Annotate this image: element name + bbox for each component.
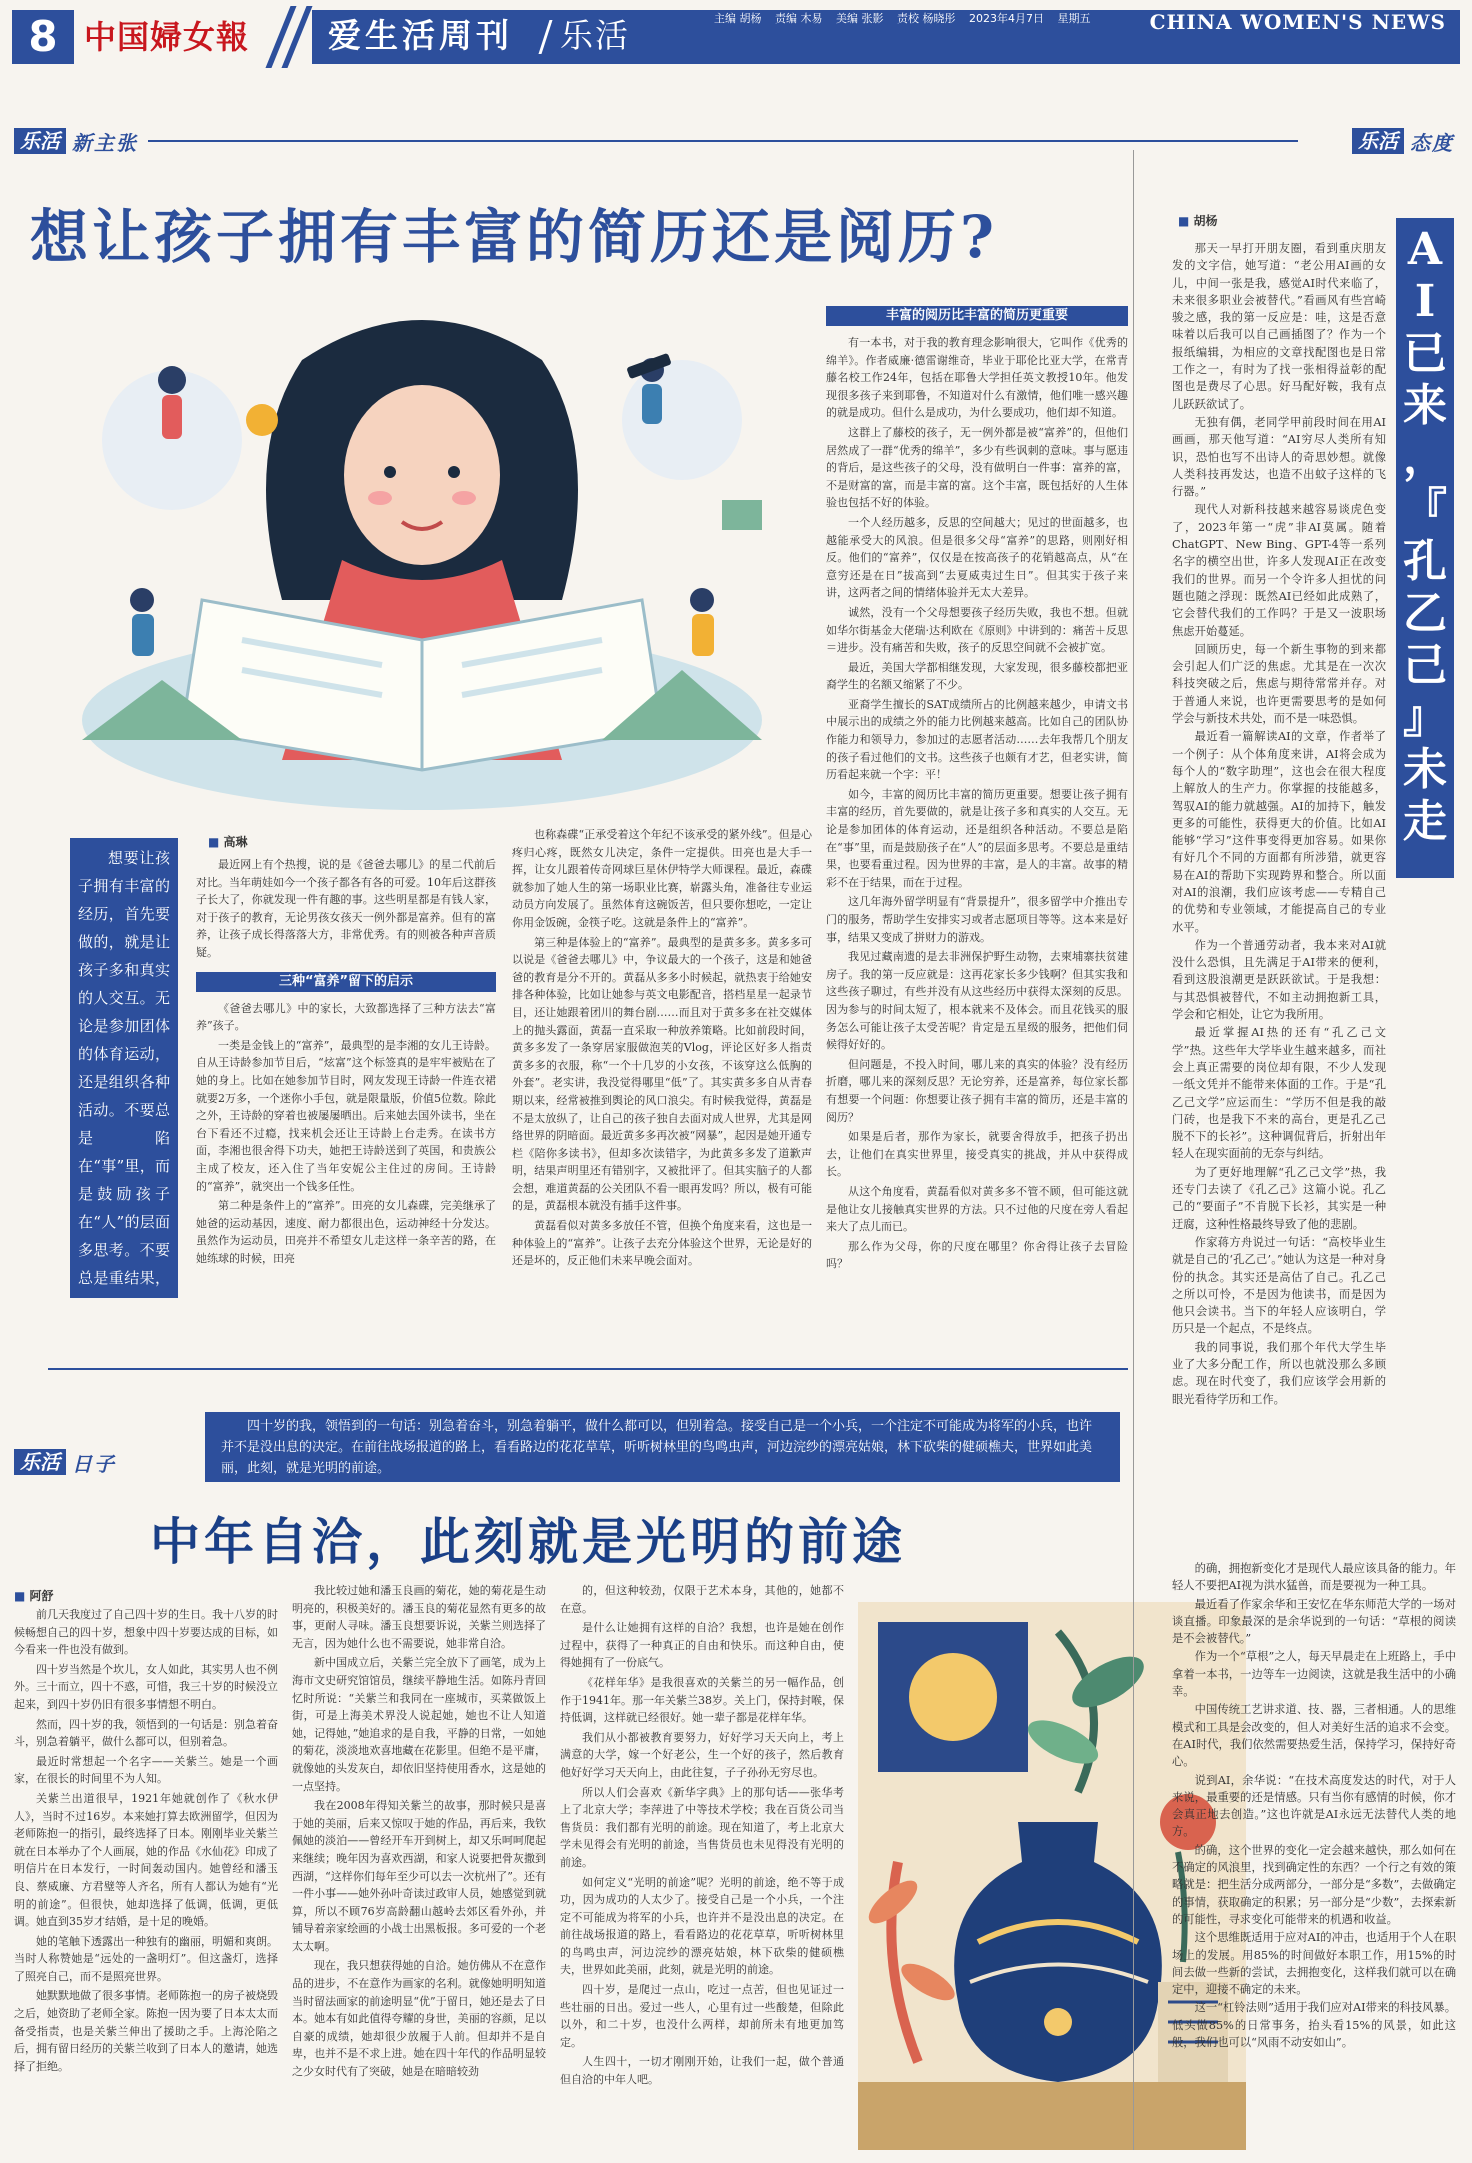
- article-column: [1172, 1560, 1456, 2154]
- author-byline: ■ 高琳: [208, 833, 248, 850]
- pull-quote: [70, 838, 178, 1298]
- title-char: 来: [1403, 380, 1447, 431]
- paragraph: 最近看了作家余华和王安忆在华东师范大学的一场对谈直播。印象最深的是余华说到的一句话：“草根的阅读是不会被替代。”: [1172, 1597, 1456, 1646]
- paragraph: 一类是金钱上的“富养”，最典型的是李湘的女儿王诗龄。自从王诗龄参加节目后，“炫富”这个标签真的是牢牢被贴在了她的身上。比如在她参加节目时，网友发现王诗龄一件连衣裙就要2万多，一个迷你小手包，就是限量版，价值5位数。除此之外，王诗龄的穿着也被屡屡晒出。后来她去国外读书，坐在台下看还不过瘾，找来机会还让王诗龄上台走秀。在读书方面，李湘也很舍得下功夫，她把王诗龄送到了英国，和贵族公主成了校友，还入住了当年安妮公主住过的房间。王诗龄的“富养”，就突出一个钱多任性。: [196, 1038, 496, 1193]
- paragraph: 的确，拥抱新变化才是现代人最应该具备的能力。年轻人不要把AI视为洪水猛兽，而是要视为一种工具。: [1172, 1562, 1456, 1593]
- article-column: [826, 306, 1128, 1348]
- paragraph: 为了更好地理解“孔乙己文学”热，我还专门去读了《孔乙己》这篇小说。孔乙己的“要面子”不肯脱下长衫，其实是一种迂腐，这种性格最终导致了他的悲剧。: [1172, 1165, 1386, 1231]
- paragraph: 我们从小都被教育要努力，好好学习天天向上，考上满意的大学，嫁一个好老公，生一个好的孩子，然后教育他好好学习天天向上，由此往复，子子孙孙无穷尽也。: [560, 1730, 844, 1779]
- paragraph: 如今，丰富的阅历比丰富的简历更重要。想要让孩子拥有丰富的经历，首先要做的，就是让孩子多和真实的人交互。无论是参加团体的体育运动，还是组织各种活动。不要总是陷在“事”里，而是鼓励孩子在“人”的层面多思考。不要总是重结果，也要看重过程。因为世界的丰富，是人的丰富。故事的精彩不在于结果，而在于过程。: [826, 787, 1128, 889]
- section-title: 爱生活周刊: [328, 16, 513, 55]
- article-column: [512, 826, 812, 1346]
- column-divider: [1133, 150, 1134, 2150]
- paragraph: 现代人对新科技越来越容易谈虎色变了，2023年第一“虎”非AI莫属。随着ChatGPT、New Bing、GPT-4等一系列名字的横空出世，许多人发现AI正在改变我们的世界。而另一个令许多人担忧的问题也随之浮现：既然AI已经如此成熟了，它会替代我们的工作吗？于是又一波职场焦虑开始蔓延。: [1172, 503, 1386, 638]
- paragraph: 然而，四十岁的我，领悟到的一句话是：别急着奋斗，别急着躺平，做什么都可以，但别着急。: [14, 1717, 278, 1749]
- issue-weekday: 星期五: [1057, 12, 1091, 25]
- title-char: I: [1414, 276, 1436, 327]
- divider: [148, 140, 1298, 142]
- title-char: 乙: [1403, 588, 1447, 639]
- paragraph: 四十岁当然是个坎儿，女人如此，其实男人也不例外。三十而立，四十不惑，可惜，我三十岁的时候没立起来，到四十岁仍旧有很多事情想不明白。: [14, 1662, 278, 1711]
- paragraph: 现在，我只想获得她的自洽。她仿佛从不在意作品的进步，不在意作为画家的名利。就像她明明知道当时留法画家的前途明显“优”于留日，她还是去了日本。她本有如此值得夸耀的身世，美丽的容颜，足以自豪的成绩，她却很少放履于人前。但却并不是自卑，也并不是不求上进。她在四十年代的作品明显较之少女时代有了突破，她是在暗暗较劲: [292, 1959, 546, 2079]
- paragraph: 如果是后者，那作为家长，就要舍得放手，把孩子扔出去，让他们在真实世界里，接受真实的挑战，并从中获得成长。: [826, 1130, 1128, 1179]
- title-char: 未: [1403, 744, 1447, 795]
- paragraph: 《花样年华》是我很喜欢的关紫兰的另一幅作品，创作于1941年。那一年关紫兰38岁。关上门，保持封喉，保持低调，这样就已经很好。她一辈子都是花样年华。: [560, 1675, 844, 1725]
- paragraph: 最近时常想起一个名字——关紫兰。她是一个画家，在很长的时间里不为人知。: [14, 1754, 278, 1786]
- paragraph: 前几天我度过了自己四十岁的生日。我十八岁的时候畅想自己的四十岁，想象中四十岁要达成的目标，如今看来一件也没有做到。: [14, 1608, 278, 1657]
- article-column: [1172, 240, 1386, 1550]
- paragraph: 四十岁，是爬过一点山，吃过一点苦，但也见证过一些壮丽的日出。爱过一些人，心里有过一些酸楚，但除此以外，和二十岁，也没什么两样，却前所未有地更加笃定。: [560, 1983, 844, 2049]
- tag-label: 日子: [72, 1451, 116, 1476]
- paragraph: 的，但这种较劲，仅限于艺术本身，其他的，她都不在意。: [560, 1584, 844, 1615]
- vertical-article-title: [1396, 218, 1454, 878]
- paragraph: 最近，美国大学都相继发现，大家发现，很多藤校都把亚裔学生的名额又缩紧了不少。: [826, 660, 1128, 692]
- paragraph: 那天一早打开朋友圈，看到重庆朋友发的文字信，她写道：“老公用AI画的女儿，中间一张是我，感觉AI时代来临了，未来很多职业会被替代。”看画风有些宫崎骏之感，我的第一反应是：哇，这是否意味着以后我可以自己画插图了？作为一个报纸编辑，为相应的文章找配图也是日常工作之一，有时为了找一张相得益彰的配图也是费尽了心思。好马配好鞍，我有点儿跃跃欲试了。: [1172, 242, 1386, 411]
- paragraph: 从这个角度看，黄磊看似对黄多多不管不顾，但可能这就是他让女儿接触真实世界的方法。只不过他的尺度在旁人看起来大了点儿而已。: [826, 1184, 1128, 1234]
- highlight-quote-banner: 四十岁的我，领悟到的一句话：别急着奋斗，别急着躺平，做什么都可以，但别着急。接受自己是一个小兵，一个注定不可能成为将军的小兵，也许并不是没出息的决定。在前往战场报道的路上，看看路边的花花草草，听听树林里的鸟鸣虫声，河边浣纱的漂亮姑娘，林下砍柴的健硕樵夫，世界如此美丽，此刻，就是光明的前途。: [205, 1412, 1120, 1482]
- article-column: [560, 1582, 844, 2154]
- title-char: 』: [1403, 692, 1447, 743]
- paragraph: 作为一个普通劳动者，我本来对AI就没什么恐惧，且先满足于AI带来的便利，看到这股浪潮更是跃跃欲试。于是我想：与其恐惧被替代，不如主动拥抱新工具，学会和它相处，让它为我所用。: [1172, 938, 1386, 1022]
- editor-credit: 美编 张影: [836, 12, 884, 25]
- author-byline: ■ 胡杨: [1178, 212, 1218, 229]
- paragraph: 亚裔学生擅长的SAT成绩所占的比例越来越少，申请文书中展示出的成绩之外的能力比例越来越高。比如自己的团队协作能力和领导力，参加过的志愿者活动……去年我帮几个朋友的孩子看过他们的文书。这些孩子也颇有才艺，但老实讲，简历看起来就一个字：平！: [826, 697, 1128, 782]
- paragraph: 如何定义“光明的前途”呢？光明的前途，绝不等于成功，因为成功的人太少了。接受自己是一个小兵，一个注定不可能成为将军的小兵，也许并不是没出息的决定。在前往战场报道的路上，看看路边的花花草草，听听树林里的鸟鸣虫声，河边浣纱的漂亮姑娘，林下砍柴的健硕樵夫，世界如此美丽，此刻，就是光明的前途。: [560, 1875, 844, 1977]
- paragraph: 诚然，没有一个父母想要孩子经历失败，我也不想。但就如华尔街基金大佬瑞·达利欧在《原则》中讲到的：痛苦＋反思＝进步。没有痛苦和失败，孩子的反思空间就不会被扩宽。: [826, 605, 1128, 655]
- paragraph: 的确，这个世界的变化一定会越来越快，那么如何在不确定的风浪里，找到确定性的东西？一个行之有效的策略就是：把生活分成两部分，一部分是“多数”，去做确定的事情，获取确定的积累；另一部分是“少数”，去探索新的可能性，寻求变化可能带来的机遇和收益。: [1172, 1843, 1456, 1926]
- masthead-slash: [270, 10, 310, 64]
- masthead: [12, 10, 1460, 64]
- paragraph: 《爸爸去哪儿》中的家长，大致都选择了三种方法去“富养”孩子。: [196, 1001, 496, 1033]
- paragraph: 我在2008年得知关紫兰的故事，那时候只是喜于她的美丽，后来又惊叹于她的作品，再后来，我钦佩她的淡泊——曾经开车开到树上，却又乐呵呵爬起来继续；晚年因为喜欢西湖，和家人说要把骨灰撒到西湖，“这样你们每年至少可以去一次杭州了”。还有一件小事——她外孙叶奇读过政审人员，她感觉到就算，所以不顾76岁高龄翻山越岭去郊区看外孙，并铺导着亲家绘画的小战士出黑板报。多可爱的一个老太太啊。: [292, 1799, 546, 1953]
- issue-date: 2023年4月7日: [969, 12, 1044, 25]
- paragraph: 关紫兰出道很早，1921年她就创作了《秋水伊人》，当时不过16岁。本来她打算去欧洲留学，但因为老师陈抱一的指引，最终选择了日本。刚刚毕业关紫兰就在日本举办了个人画展，她的作品《水仙花》印成了明信片在日本发行，一时间轰动国内。她曾经和潘玉良、蔡威廉、方君璧等人齐名，所有人都认为她有“光明的前途”。但很快，她却选择了低调，低调，更低调。她直到35岁才结婚，是十足的晚婚。: [14, 1791, 278, 1929]
- paragraph: 这一“杠铃法则”适用于我们应对AI带来的科技风暴。低头做85%的日常事务，抬头看15%的风景，如此这般，我们也可以“风雨不动安如山”。: [1172, 2001, 1456, 2050]
- paragraph: 说到AI，余华说：“在技术高度发达的时代，对于人来说，最重要的还是情感。只有当你有感情的时候，你才会真正地去创造。”这也许就是AI永远无法替代人类的地方。: [1172, 1773, 1456, 1839]
- paragraph: 我见过藏南遗的是去非洲保护野生动物，去柬埔寨扶贫建房子。我的第一反应就是：这再花家长多少钱啊？但其实我和这些孩子聊过，有些并没有从这些经历中获得太深刻的反思。因为参与的时间太短了，根本就来不及体会。而且花钱买的服务怎么可能让孩子太受苦呢？肯定是五星级的服务，把他们伺候得好好的。: [826, 950, 1128, 1052]
- paragraph: 我比较过她和潘玉良画的菊花，她的菊花是生动明亮的，积极美好的。潘玉良的菊花显然有更多的故事，更耐人寻味。潘玉良想要诉说，关紫兰则选择了无言，因为她什么也不需要说，她非常自洽。: [292, 1584, 546, 1650]
- editor-credit: 责编 木易: [775, 12, 823, 25]
- paragraph: 无独有偶，老同学甲前段时间在用AI画画，那天他写道：“AI穷尽人类所有知识，恐怕也写不出诗人的奇思妙想。就像人类科技再发达，也造不出蚊子这样的飞行器。”: [1172, 415, 1386, 499]
- paragraph: 她的笔触下透露出一种独有的幽丽，明媚和爽朗。当时人称赞她是“远处的一盏明灯”。但这盏灯，选择了照亮自己，而不是照亮世界。: [14, 1934, 278, 1983]
- column-tag-attitude: [1352, 128, 1454, 154]
- illustration-girl-with-books: [42, 300, 802, 820]
- paragraph: 一个人经历越多，反思的空间越大；见过的世面越多，也越能承受大的风浪。但是很多父母“富养”的思路，则刚好相反。他们的“富养”，仅仅是在按高孩子的花销越高点，从“在意穷还是在日”拔高到“去夏威夷过生日”。但其实于孩子来讲，这两者之间的情绪体验并无太大差异。: [826, 515, 1128, 600]
- title-char: 己: [1403, 640, 1447, 691]
- paragraph: 中国传统工艺讲求道、技、器，三者相通。人的思维模式和工具是会改变的，但人对美好生活的追求不会变。在AI时代，我们依然需要热爱生活，保持学习，保持好奇心。: [1172, 1703, 1456, 1769]
- pull-quote-text: 想要让孩子拥有丰富的经历，首先要做的，就是让孩子多和真实的人交互。无论是参加团体的体育运动，还是组织各种活动。不要总是陷在“事”里，而是鼓励孩子在“人”的层面多思考。不要总是重结果，: [78, 849, 170, 1287]
- paragraph: 最近看一篇解读AI的文章，作者举了一个例子：从个体角度来讲，AI将会成为每个人的“数字助理”，这也会在很大程度上解放人的生产力。你掌握的技能越多，驾驭AI的能力就越强。AI的加持下，触发更多的可能性，获得更大的价值。比如AI能够“学习”这件事变得更加容易。如果你有好几个不同的方面都有所涉猎，就更容易在AI的帮助下实现跨界和整合。所以面对AI的浪潮，我们应该考虑——专精自己的优势和专业领域，才能提高自己的专业水平。: [1172, 730, 1386, 934]
- section-subheading: 三种“富养”留下的启示: [196, 972, 496, 992]
- article-column: [292, 1582, 546, 2154]
- paragraph: 作家蒋方舟说过一句话：“高校毕业生就是自己的‘孔乙己’。”她认为这是一种对身份的执念。其实还是高估了自己。孔乙己之所以可怜，不是因为他读书，而是因为他只会读书。当下的年轻人应该明白，学历只是一个起点，不是终点。: [1172, 1235, 1386, 1336]
- tag-label: 新主张: [72, 130, 138, 155]
- divider: [48, 1368, 1128, 1370]
- paragraph: 最近掌握AI热的还有“孔乙己文学”热。这些年大学毕业生越来越多，而社会上真正需要的岗位却有限，不少人发现一纸文凭并不能带来体面的工作。于是“孔乙己文学”应运而生：“学历不但是我的敲门砖，也是我下不来的高台，更是孔乙己脱不下的长衫”。这种调侃背后，折射出年轻人在现实面前的无奈与纠结。: [1172, 1026, 1386, 1161]
- paragraph: 这几年海外留学明显有“背景提升”，很多留学中介推出专门的服务，帮助学生安排实习或者志愿项目等等。这本来是好事，结果又变成了拼财力的游戏。: [826, 895, 1128, 944]
- article-headline: 想让孩子拥有丰富的简历还是阅历?: [30, 203, 998, 271]
- paragraph: 这群上了藤校的孩子，无一例外都是被“富养”的，但他们居然成了一群“优秀的绵羊”，多少有些讽刺的意味。事与愿违的背后，是这些孩子的父母，没有做明白一件事：富养的富，不是财富的富，而是丰富的富。这个丰富，既包括好的人生体验也包括不好的体验。: [826, 425, 1128, 510]
- article-column: [196, 856, 496, 1346]
- title-char: ，: [1403, 432, 1447, 483]
- column-tag-days: [14, 1449, 116, 1475]
- title-char: A: [1407, 224, 1443, 275]
- article-headline: 中年自洽，此刻就是光明的前途: [150, 1512, 906, 1571]
- paragraph: 我的同事说，我们那个年代大学生毕业了大多分配工作，所以也就没那么多顾虑。现在时代变了，我们应该学会用新的眼光看待学历和工作。: [1172, 1340, 1386, 1406]
- tag-label: 乐活: [1352, 128, 1404, 154]
- tag-label: 态度: [1410, 130, 1454, 155]
- section-subheading: 丰富的阅历比丰富的简历更重要: [826, 306, 1128, 326]
- paragraph: 有一本书，对于我的教育理念影响很大，它叫作《优秀的绵羊》。作者威廉·德雷谢维奇，毕业于耶伦比亚大学，在常青藤名校工作24年，包括在耶鲁大学担任英文教授10年。他发现很多孩子来到耶鲁，不知道对什么有激情，他们唯一感兴趣的就是成功。但什么是成功，为什么要成功，他们却不知道。: [826, 336, 1128, 420]
- article-column: [14, 1606, 278, 2154]
- tag-label: 乐活: [14, 1449, 66, 1475]
- paragraph: 所以人们会喜欢《新华字典》上的那句话——张华考上了北京大学；李萍进了中等技术学校；我在百货公司当售货员：我们都有光明的前途。现在知道了，考上北京大学未见得会有光明的前途，当售货员也未见得没有光明的前途。: [560, 1785, 844, 1869]
- paragraph: 是什么让她拥有这样的自洽？我想，也许是她在创作过程中，获得了一种真正的自由和快乐。而这种自由，使得她拥有了一份底气。: [560, 1621, 844, 1670]
- paragraph: 这个思维既适用于应对AI的冲击，也适用于个人在职场上的发展。用85%的时间做好本职工作，用15%的时间去做一些新的尝试，去拥抱变化，这样我们就可以在确定中，迎接不确定的未来。: [1172, 1931, 1456, 1997]
- page-number: 8: [12, 10, 74, 64]
- paragraph: 也称森碟“正承受着这个年纪不该承受的紧外线”。但是心疼归心疼，既然女儿决定，条件一定提供。田亮也是大手一挥，让女儿跟着传奇网球巨星休伊特学大师课程。最近，森碟就参加了她人生的第一场职业比赛，崭露头角，准备往专业运动员方向发展了。虽然体育这碗饭苦，但只要你想吃，一定让你用金饭碗，金筷子吃。这就是条件上的“富养”。: [512, 828, 812, 929]
- paragraph: 第二种是条件上的“富养”。田亮的女儿森碟，完美继承了她爸的运动基因，速度、耐力都很出色，运动神经十分发达。虽然作为运动员，田亮并不希望女儿走这样一条辛苦的路，在她练球的时候，田亮: [196, 1199, 496, 1265]
- paragraph: 第三种是体验上的“富养”。最典型的是黄多多。黄多多可以说是《爸爸去哪儿》中，争议最大的一个孩子，这是和她爸爸的教育是分不开的。黄磊从多多小时候起，就热衷于给她安排各种体验，比如让她参与英文电影配音，搭档星星一起录节目，还让她跟着团川的舞台剧……而且对于黄多多在社交媒体上的抛头露面，黄磊一直采取一种放养策略。比如前段时间，黄多多发了一条穿居家服做泡芙的Vlog，评论区好多人指责黄多多的衣服，称“一个十几岁的小女孩，不该穿这么低胸的外套”。老实讲，我没觉得哪里“低”了。其实黄多多自从青春期以来，经常被推到舆论的风口浪尖。有时候我觉得，黄磊是不是太放纵了，让自己的孩子独自去面对成人世界，尤其是网络世界的阴暗面。最近黄多多再次被“网暴”，起因是她开通专栏《陪你多读书》，但却多次读错字，为此黄多多发了道歉声明，结果声明里还有错别字，又被批评了。但其实脑子的人都会想，难道黄磊的公关团队不看一眼再发吗？所以，极有可能的是，黄磊根本就没有插手这件事。: [512, 935, 812, 1213]
- paragraph: 黄磊看似对黄多多放任不管，但换个角度来看，这也是一种体验上的“富养”。让孩子去充分体验这个世界，无论是好的还是坏的，反正他们未来早晚会面对。: [512, 1219, 812, 1268]
- subsection-title: 乐活: [560, 10, 630, 64]
- newspaper-logo: 中国婦女報: [84, 18, 250, 56]
- column-tag-new-idea: [14, 128, 138, 154]
- newspaper-english-name: CHINA WOMEN'S NEWS: [1149, 10, 1446, 34]
- paragraph: 她默默地做了很多事情。老师陈抱一的房子被烧毁之后，她资助了老师全家。陈抱一因为要了日本太太而备受指责，也是关紫兰伸出了援助之手。上海沦陷之后，拥有留日经历的关紫兰收到了日本人的邀请，她选择了拒绝。: [14, 1989, 278, 2073]
- title-char: 『: [1403, 484, 1447, 535]
- editor-credit: 主编 胡杨: [714, 12, 762, 25]
- paragraph: 最近网上有个热搜，说的是《爸爸去哪儿》的星二代前后对比。当年萌娃如今一个孩子都各有各的可爱。10年后这群孩子长大了，你就发现一件有趣的事。这些明星都是有钱人家，对于孩子的教育，无论男孩女孩天一例外都是富养。但有的富养，让孩子成长得落落大方，非常优秀。有的则被各种声音质疑。: [196, 858, 496, 959]
- title-char: 孔: [1403, 536, 1447, 587]
- paragraph: 人生四十，一切才刚刚开始，让我们一起，做个普通但自洽的中年人吧。: [560, 2055, 844, 2087]
- editor-credit: 责校 杨晓彤: [897, 12, 956, 25]
- author-byline: ■ 阿舒: [14, 1587, 54, 1604]
- title-char: 已: [1403, 328, 1447, 379]
- paragraph: 回顾历史，每一个新生事物的到来都会引起人们广泛的焦虑。尤其是在一次次科技突破之后，焦虑与期待常常并存。对于普通人来说，也许更需要思考的是如何学会与新技术共处，而不是一味恐惧。: [1172, 642, 1386, 726]
- paragraph: 那么作为父母，你的尺度在哪里？你舍得让孩子去冒险吗？: [826, 1239, 1128, 1271]
- paragraph: 作为一个“草根”之人，每天早晨走在上班路上，手中拿着一本书，一边等车一边阅读，这就是我生活中的小确幸。: [1172, 1650, 1456, 1699]
- tag-label: 乐活: [14, 128, 66, 154]
- editor-credits: [714, 10, 1101, 64]
- paragraph: 但问题是，不投入时间，哪儿来的真实的体验？没有经历折磨，哪儿来的深刻反思？无论穷养，还是富养，每位家长都有想要一个问题：你想要让孩子拥有丰富的简历，还是丰富的阅历？: [826, 1057, 1128, 1124]
- title-char: 走: [1403, 796, 1447, 847]
- paragraph: 新中国成立后，关紫兰完全放下了画笔，成为上海市文史研究馆馆员，继续平静地生活。如陈丹青回忆时所说：“关紫兰和我同在一座城市，买菜做饭上街，可是上海美术界没人说起她，她也不让人知道她，记得她，”她追求的是自我，平静的日常，一如她的菊花，淡淡地欢喜地藏在花影里。但绝不是平庸，就像她的头发灰白，却依旧坚持使用香水，这是她的一点坚持。: [292, 1656, 546, 1793]
